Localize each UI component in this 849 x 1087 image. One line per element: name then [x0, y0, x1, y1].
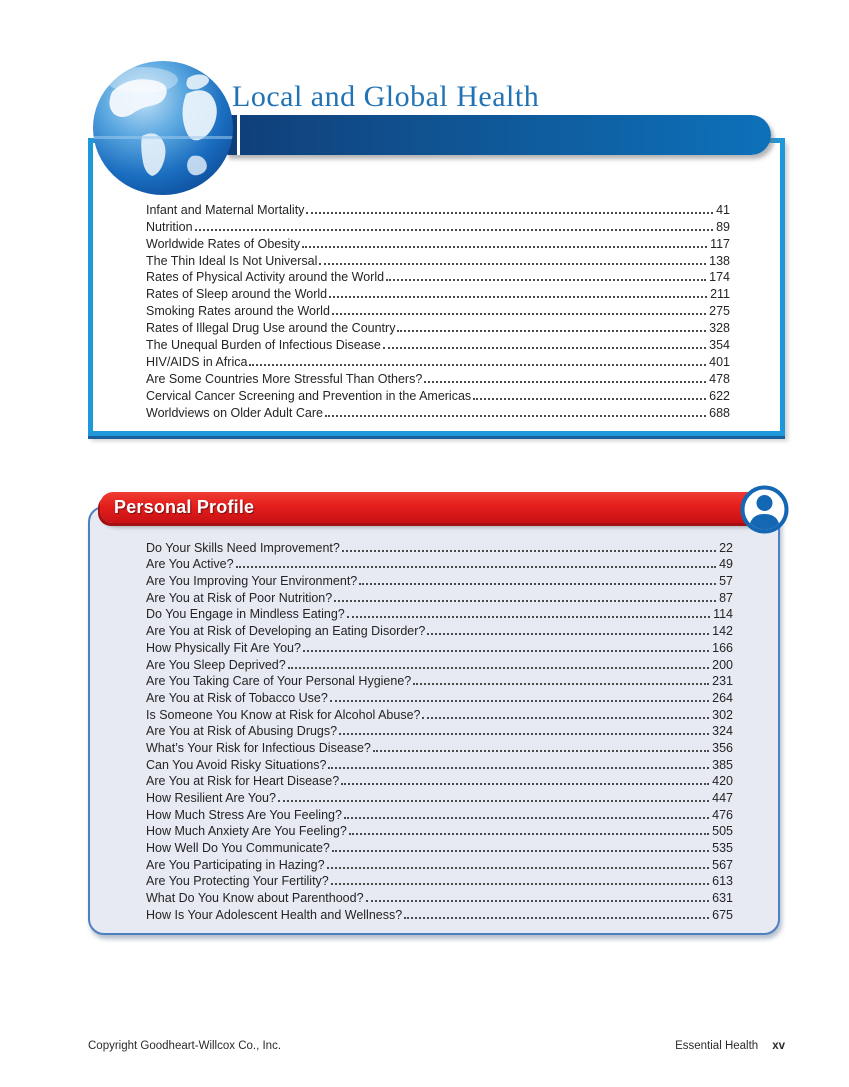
toc-entry-title: How Much Anxiety Are You Feeling? [146, 824, 347, 839]
toc-entry [146, 403, 730, 420]
toc-entry-title: Are You Improving Your Environment? [146, 574, 358, 589]
toc-entry-page: 535 [712, 841, 733, 856]
toc-entry-title: Worldviews on Older Adult Care [146, 405, 323, 420]
toc-entry-title: How Physically Fit Are You? [146, 640, 301, 655]
toc-entry [146, 772, 733, 789]
toc-entry-title: Are You at Risk of Developing an Eating Disorder? [146, 624, 426, 639]
toc-entry [146, 369, 730, 386]
toc-entry-title: Worldwide Rates of Obesity [146, 236, 300, 251]
dot-leader [359, 583, 716, 585]
toc-entry-page: 688 [709, 405, 730, 420]
toc-entry [146, 855, 733, 872]
toc-entry-page: 613 [712, 874, 733, 889]
toc-entry [146, 688, 733, 705]
book-title: Essential Health [675, 1040, 759, 1052]
copyright-text: Copyright Goodheart-Willcox Co., Inc. [88, 1040, 282, 1052]
toc-entry-page: 231 [712, 674, 733, 689]
toc-entry-title: What Do You Know about Parenthood? [146, 891, 364, 906]
dot-leader [347, 616, 710, 618]
toc-entry-page: 142 [712, 624, 733, 639]
toc-entry [146, 605, 733, 622]
toc-entry-title: Can You Avoid Risky Situations? [146, 757, 327, 772]
toc-entry [146, 872, 733, 889]
dot-leader [424, 381, 706, 383]
dot-leader [328, 767, 709, 769]
dot-leader [331, 883, 709, 885]
toc-entry [146, 234, 730, 251]
toc-entry-title: HIV/AIDS in Africa [146, 354, 248, 369]
toc-entry-page: 22 [719, 540, 733, 555]
dot-leader [278, 800, 709, 802]
toc-entry-title: Smoking Rates around the World [146, 304, 330, 319]
toc-entry [146, 335, 730, 352]
toc-entry-title: Are You at Risk of Poor Nutrition? [146, 590, 333, 605]
toc-entry-page: 478 [709, 371, 730, 386]
toc-entry-page: 57 [719, 574, 733, 589]
dot-leader [329, 296, 707, 298]
folio-page-number: xv [772, 1040, 785, 1052]
globe-icon [92, 60, 234, 196]
toc-entry [146, 621, 733, 638]
personal-profile-banner [100, 492, 762, 523]
toc-entry [146, 352, 730, 369]
dot-leader [332, 313, 706, 315]
dot-leader [330, 700, 709, 702]
toc-entry-title: Nutrition [146, 219, 193, 234]
toc-entry-title: Infant and Maternal Mortality [146, 202, 305, 217]
person-icon [740, 485, 789, 534]
toc-entry-page: 89 [716, 219, 730, 234]
dot-leader [341, 783, 709, 785]
dot-leader [383, 347, 706, 349]
toc-entry-page: 138 [709, 253, 730, 268]
dot-leader [306, 212, 713, 214]
toc-entry-title: Are You at Risk of Abusing Drugs? [146, 724, 338, 739]
toc-entry-title: What’s Your Risk for Infectious Disease? [146, 740, 371, 755]
toc-entry-page: 420 [712, 774, 733, 789]
toc-entry [146, 788, 733, 805]
toc-entry-page: 567 [712, 857, 733, 872]
toc-entry [146, 822, 733, 839]
dot-leader [373, 750, 709, 752]
toc-entry-page: 476 [712, 807, 733, 822]
toc-entry-title: Do You Engage in Mindless Eating? [146, 607, 345, 622]
toc-entry-page: 41 [716, 202, 730, 217]
toc-entry [146, 555, 733, 572]
dot-leader [236, 566, 717, 568]
toc-entry [146, 588, 733, 605]
dot-leader [334, 600, 716, 602]
dot-leader [413, 683, 709, 685]
toc-entry [146, 672, 733, 689]
toc-entry-page: 356 [712, 740, 733, 755]
dot-leader [195, 229, 714, 231]
toc-entry [146, 888, 733, 905]
dot-leader [303, 650, 709, 652]
dot-leader [386, 279, 706, 281]
toc-entry [146, 722, 733, 739]
dot-leader [427, 633, 709, 635]
toc-entry-title: Do Your Skills Need Improvement? [146, 540, 340, 555]
dot-leader [327, 867, 710, 869]
toc-entry-title: Rates of Sleep around the World [146, 287, 328, 302]
toc-entry-title: Are You Taking Care of Your Personal Hygiene? [146, 674, 412, 689]
toc-entry-page: 87 [719, 590, 733, 605]
toc-entry-page: 166 [712, 640, 733, 655]
toc-entry-page: 622 [709, 388, 730, 403]
toc-entry-page: 114 [713, 607, 733, 622]
banner-notch [237, 115, 240, 155]
toc-entry-title: Are You Active? [146, 557, 234, 572]
toc-entry-page: 211 [710, 287, 730, 302]
toc-entry [146, 217, 730, 234]
toc-entry-title: Are You at Risk for Heart Disease? [146, 774, 340, 789]
toc-entry [146, 268, 730, 285]
toc-entry-title: Rates of Physical Activity around the World [146, 270, 385, 285]
toc-entry-title: Cervical Cancer Screening and Prevention in the Americas [146, 388, 472, 403]
dot-leader [344, 817, 709, 819]
section-title-personal-profile: Personal Profile [114, 497, 255, 517]
dot-leader [302, 246, 707, 248]
toc-entry [146, 705, 733, 722]
dot-leader [325, 415, 706, 417]
toc-entry [146, 251, 730, 268]
toc-entry-page: 631 [712, 891, 733, 906]
toc-entry-page: 200 [712, 657, 733, 672]
toc-entry [146, 318, 730, 335]
toc-entry-page: 275 [709, 304, 730, 319]
dot-leader [366, 900, 710, 902]
dot-leader [339, 733, 709, 735]
toc-entry-page: 385 [712, 757, 733, 772]
toc-entry-title: Is Someone You Know at Risk for Alcohol Abuse? [146, 707, 421, 722]
dot-leader [349, 833, 709, 835]
dot-leader [404, 917, 709, 919]
toc-entry-title: Are You at Risk of Tobacco Use? [146, 690, 328, 705]
toc-entry [146, 538, 733, 555]
toc-entry-page: 354 [709, 338, 730, 353]
toc-entry [146, 805, 733, 822]
toc-entry-page: 675 [712, 907, 733, 922]
dot-leader [473, 398, 706, 400]
toc-entry [146, 284, 730, 301]
personal-profile-toc-list [90, 508, 778, 922]
toc-entry-page: 264 [712, 690, 733, 705]
local-global-banner [225, 115, 771, 155]
toc-entry [146, 655, 733, 672]
toc-entry-title: Are You Participating in Hazing? [146, 857, 325, 872]
dot-leader [332, 850, 709, 852]
toc-entry-page: 117 [710, 236, 730, 251]
toc-entry-title: How Resilient Are You? [146, 791, 276, 805]
toc-entry-page: 447 [712, 791, 733, 805]
toc-entry-page: 505 [712, 824, 733, 839]
toc-entry-page: 174 [709, 270, 730, 285]
toc-entry-title: How Well Do You Communicate? [146, 841, 330, 856]
toc-entry [146, 755, 733, 772]
footer-right [675, 1040, 785, 1052]
toc-entry-page: 49 [719, 557, 733, 572]
toc-entry [146, 301, 730, 318]
toc-entry-title: Rates of Illegal Drug Use around the Country [146, 321, 396, 336]
toc-entry [146, 905, 733, 922]
dot-leader [397, 330, 706, 332]
toc-entry-title: How Is Your Adolescent Health and Wellness? [146, 907, 403, 922]
toc-entry-title: The Thin Ideal Is Not Universal [146, 253, 318, 268]
toc-entry [146, 571, 733, 588]
personal-profile-content-box [88, 506, 780, 935]
toc-entry [146, 200, 730, 217]
dot-leader [319, 263, 706, 265]
toc-entry-title: Are You Protecting Your Fertility? [146, 874, 329, 889]
dot-leader [342, 550, 716, 552]
toc-entry [146, 386, 730, 403]
toc-entry-page: 401 [709, 354, 730, 369]
toc-entry-title: Are Some Countries More Stressful Than Others? [146, 371, 423, 386]
dot-leader [288, 667, 709, 669]
toc-entry-title: Are You Sleep Deprived? [146, 657, 286, 672]
toc-entry-title: The Unequal Burden of Infectious Disease [146, 338, 381, 353]
toc-entry [146, 838, 733, 855]
toc-entry-title: How Much Stress Are You Feeling? [146, 807, 342, 822]
dot-leader [422, 717, 709, 719]
toc-entry [146, 638, 733, 655]
toc-entry-page: 302 [712, 707, 733, 722]
dot-leader [249, 364, 706, 366]
toc-entry-page: 324 [712, 724, 733, 739]
page-footer [88, 1040, 785, 1052]
section-title-local-global: Local and Global Health [232, 80, 540, 113]
toc-entry [146, 738, 733, 755]
toc-entry-page: 328 [709, 321, 730, 336]
